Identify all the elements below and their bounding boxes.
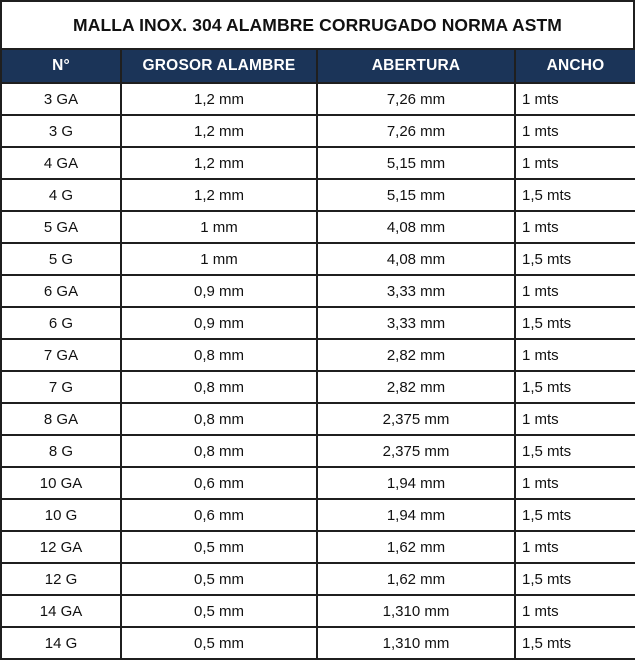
cell-grosor-alambre: 0,5 mm bbox=[121, 627, 317, 659]
cell-ancho: 1,5 mts bbox=[515, 307, 635, 339]
table-row bbox=[1, 339, 635, 371]
title-bar bbox=[0, 0, 635, 48]
table-row bbox=[1, 211, 635, 243]
cell-numero: 6 GA bbox=[1, 275, 121, 307]
cell-abertura: 7,26 mm bbox=[317, 83, 515, 115]
table-header-row bbox=[1, 49, 635, 83]
cell-ancho: 1 mts bbox=[515, 595, 635, 627]
table-row bbox=[1, 371, 635, 403]
cell-abertura: 1,310 mm bbox=[317, 595, 515, 627]
table-row bbox=[1, 83, 635, 115]
column-header-grosor-alambre: GROSOR ALAMBRE bbox=[121, 49, 317, 83]
cell-numero: 7 GA bbox=[1, 339, 121, 371]
table-row bbox=[1, 531, 635, 563]
cell-grosor-alambre: 1,2 mm bbox=[121, 147, 317, 179]
cell-abertura: 2,375 mm bbox=[317, 435, 515, 467]
cell-abertura: 4,08 mm bbox=[317, 243, 515, 275]
cell-grosor-alambre: 0,8 mm bbox=[121, 435, 317, 467]
cell-grosor-alambre: 0,6 mm bbox=[121, 499, 317, 531]
column-header-ancho: ANCHO bbox=[515, 49, 635, 83]
table-row bbox=[1, 243, 635, 275]
table-row bbox=[1, 627, 635, 659]
cell-numero: 7 G bbox=[1, 371, 121, 403]
table-header bbox=[1, 49, 635, 83]
cell-abertura: 1,62 mm bbox=[317, 563, 515, 595]
cell-ancho: 1,5 mts bbox=[515, 179, 635, 211]
wire-mesh-spec-table bbox=[0, 48, 635, 660]
cell-abertura: 5,15 mm bbox=[317, 147, 515, 179]
cell-grosor-alambre: 0,8 mm bbox=[121, 371, 317, 403]
cell-grosor-alambre: 0,8 mm bbox=[121, 403, 317, 435]
cell-numero: 3 GA bbox=[1, 83, 121, 115]
cell-ancho: 1 mts bbox=[515, 115, 635, 147]
cell-abertura: 1,94 mm bbox=[317, 467, 515, 499]
cell-numero: 4 G bbox=[1, 179, 121, 211]
cell-abertura: 1,62 mm bbox=[317, 531, 515, 563]
table-row bbox=[1, 307, 635, 339]
cell-abertura: 2,375 mm bbox=[317, 403, 515, 435]
cell-ancho: 1 mts bbox=[515, 531, 635, 563]
table-row bbox=[1, 179, 635, 211]
cell-numero: 3 G bbox=[1, 115, 121, 147]
column-header-numero: N° bbox=[1, 49, 121, 83]
cell-numero: 14 G bbox=[1, 627, 121, 659]
cell-grosor-alambre: 0,9 mm bbox=[121, 275, 317, 307]
cell-numero: 6 G bbox=[1, 307, 121, 339]
table-row bbox=[1, 275, 635, 307]
cell-abertura: 4,08 mm bbox=[317, 211, 515, 243]
cell-numero: 8 GA bbox=[1, 403, 121, 435]
table-row bbox=[1, 467, 635, 499]
cell-numero: 5 GA bbox=[1, 211, 121, 243]
table-row bbox=[1, 403, 635, 435]
cell-ancho: 1 mts bbox=[515, 211, 635, 243]
cell-numero: 4 GA bbox=[1, 147, 121, 179]
cell-ancho: 1,5 mts bbox=[515, 499, 635, 531]
table-row bbox=[1, 115, 635, 147]
cell-abertura: 5,15 mm bbox=[317, 179, 515, 211]
cell-numero: 5 G bbox=[1, 243, 121, 275]
cell-abertura: 1,310 mm bbox=[317, 627, 515, 659]
cell-grosor-alambre: 1 mm bbox=[121, 243, 317, 275]
cell-ancho: 1,5 mts bbox=[515, 563, 635, 595]
cell-ancho: 1,5 mts bbox=[515, 243, 635, 275]
table-row bbox=[1, 595, 635, 627]
cell-grosor-alambre: 0,5 mm bbox=[121, 563, 317, 595]
cell-grosor-alambre: 0,9 mm bbox=[121, 307, 317, 339]
cell-grosor-alambre: 0,5 mm bbox=[121, 595, 317, 627]
cell-ancho: 1,5 mts bbox=[515, 627, 635, 659]
table-row bbox=[1, 499, 635, 531]
cell-grosor-alambre: 1,2 mm bbox=[121, 179, 317, 211]
cell-abertura: 7,26 mm bbox=[317, 115, 515, 147]
cell-ancho: 1,5 mts bbox=[515, 435, 635, 467]
cell-numero: 12 GA bbox=[1, 531, 121, 563]
cell-abertura: 3,33 mm bbox=[317, 275, 515, 307]
cell-ancho: 1 mts bbox=[515, 83, 635, 115]
cell-grosor-alambre: 0,5 mm bbox=[121, 531, 317, 563]
table-row bbox=[1, 147, 635, 179]
table-body bbox=[1, 83, 635, 659]
cell-abertura: 2,82 mm bbox=[317, 339, 515, 371]
table-row bbox=[1, 435, 635, 467]
cell-abertura: 3,33 mm bbox=[317, 307, 515, 339]
page-title: MALLA INOX. 304 ALAMBRE CORRUGADO NORMA ASTM bbox=[73, 14, 562, 35]
column-header-abertura: ABERTURA bbox=[317, 49, 515, 83]
cell-grosor-alambre: 1,2 mm bbox=[121, 115, 317, 147]
cell-ancho: 1 mts bbox=[515, 403, 635, 435]
cell-grosor-alambre: 1 mm bbox=[121, 211, 317, 243]
cell-abertura: 2,82 mm bbox=[317, 371, 515, 403]
cell-grosor-alambre: 0,8 mm bbox=[121, 339, 317, 371]
cell-numero: 8 G bbox=[1, 435, 121, 467]
cell-numero: 10 G bbox=[1, 499, 121, 531]
table-row bbox=[1, 563, 635, 595]
cell-grosor-alambre: 0,6 mm bbox=[121, 467, 317, 499]
cell-abertura: 1,94 mm bbox=[317, 499, 515, 531]
cell-ancho: 1,5 mts bbox=[515, 371, 635, 403]
cell-numero: 10 GA bbox=[1, 467, 121, 499]
cell-numero: 12 G bbox=[1, 563, 121, 595]
cell-numero: 14 GA bbox=[1, 595, 121, 627]
cell-grosor-alambre: 1,2 mm bbox=[121, 83, 317, 115]
cell-ancho: 1 mts bbox=[515, 147, 635, 179]
cell-ancho: 1 mts bbox=[515, 339, 635, 371]
cell-ancho: 1 mts bbox=[515, 275, 635, 307]
cell-ancho: 1 mts bbox=[515, 467, 635, 499]
